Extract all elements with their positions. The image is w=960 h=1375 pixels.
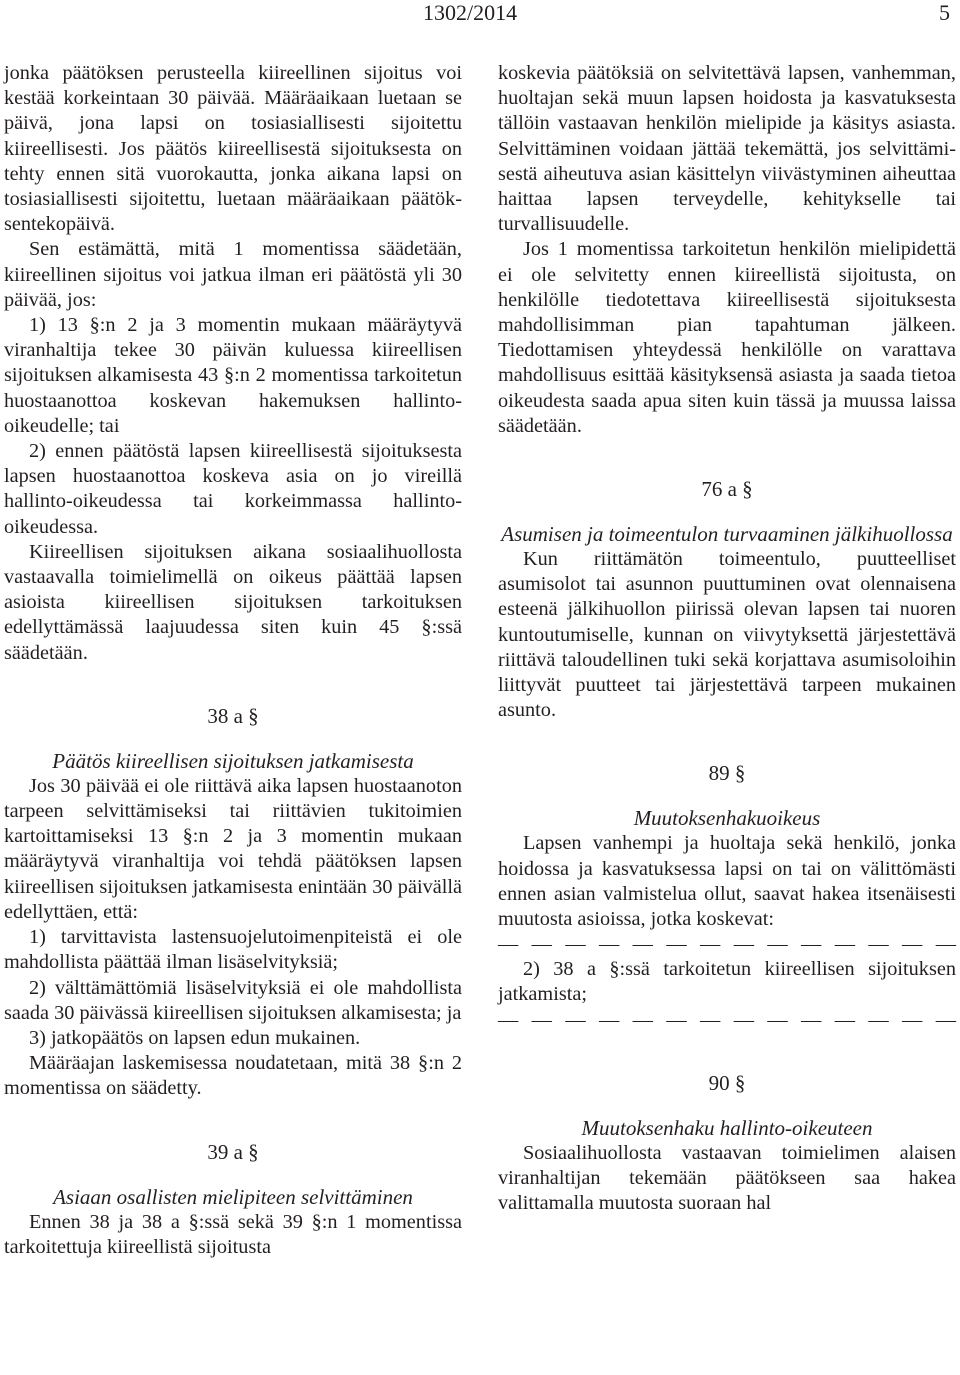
section-title-38a: Päätös kiireellisen sijoituksen jatkamisesta [52, 748, 414, 773]
publication-number: 1302/2014 [423, 0, 518, 25]
paragraph: Jos 30 päivää ei ole riittävä aika lapsen huostaanoton tarpeen selvittämiseksi tai riittävien tukitoimien kartoittamiseksi 13 §:n 2 ja 3 momentin mukaan määräytyvä viranhaltija voi tehdä päätöksen lapsen kiireellisen sijoituksen jatkamisesta enintään 30 päivällä edellyttäen, että: [4, 774, 462, 923]
section-title-76a: Asumisen ja toimeentulon turvaaminen jälkihuollossa [501, 522, 953, 547]
paragraph: Ennen 38 ja 38 a §:ssä sekä 39 §:n 1 momentissa tarkoitettuja kiireellistä sijoitusta [4, 1210, 462, 1258]
page-number: 5 [939, 0, 950, 25]
section-title-39a: Asiaan osallisten mielipiteen selvittäminen [53, 1184, 413, 1209]
section-number-89: 89 § [708, 761, 746, 786]
paragraph: koskevia päätöksiä on selvitettävä lapsen, vanhemman, huoltajan sekä muun lapsen hoidosta ja kasvatuksesta tällöin vastaavan henkilön mielipide ja käsitys asiasta. Selvittäminen voidaan jättää tekemättä, jos selvittämisestä aiheutuva asian käsittelyn viivästyminen aiheuttaa haittaa lapsen terveydelle, kehitykselle tai turvallisuudelle. [498, 62, 956, 236]
section-title-89: Muutoksenhakuoikeus [633, 806, 821, 831]
section-number-39a: 39 a § [207, 1139, 259, 1164]
page-header [0, 0, 960, 30]
section-number-38a: 38 a § [207, 703, 259, 728]
left-column [4, 61, 462, 1260]
paragraph: Kun riittämätön toimeentulo, puutteelliset asumisolot tai asunnon puuttuminen ovat olennaisena esteenä jälkihuollon piirissä olevan lapsen tai nuoren kuntoutumiselle, kunnan on viivytyksettä järjestettävä riittävä taloudellinen tuki sekä korjattava asumisoloihin liittyvät puutteet tai järjestettävä tarpeen mukainen asunto. [498, 548, 956, 722]
paragraph: 1) tarvittavista lastensuojelutoimenpiteistä ei ole mahdollista päättää ilman lisäselvityksiä; [4, 926, 462, 974]
paragraph: Lapsen vanhempi ja huoltaja sekä henkilö, jonka hoidossa ja kasvatuksessa lapsi on tai on välittömästi ennen asian valmistelua ollut, saavat hakea itsenäisesti muutosta asioissa, jotka koskevat: [498, 832, 956, 931]
paragraph: Jos 1 momentissa tarkoitetun henkilön mielipidettä ei ole selvitetty ennen kiireellistä sijoitusta, on henkilölle tiedotettava kiireellisestä sijoituksesta mahdollisimman pian tapahtuman jälkeen. Tiedottamisen yhteydessä henkilölle on varattava mahdollisuus esittää käsityksensä asiasta ja saada tietoa oikeudesta saada apua siten kuin tässä ja muussa laissa säädetään. [498, 238, 956, 437]
omission-dashes: — — — — — — — — — — — — — — [498, 1008, 956, 1031]
paragraph: Kiireellisen sijoituksen aikana sosiaalihuollosta vastaavalla toimielimellä on oikeus päättää lapsen asioista kiireellisen sijoituksen tarkoituksen edellyttämässä laajuudessa siten kuin 45 §:ssä säädetään. [4, 540, 462, 664]
paragraph: Sen estämättä, mitä 1 momentissa säädetään, kiireellinen sijoitus voi jatkua ilman eri päätöstä yli 30 päivää, jos: [4, 238, 462, 311]
section-number-76a: 76 a § [701, 477, 753, 502]
paragraph: Sosiaalihuollosta vastaavan toimielimen alaisen viranhaltijan tekemään päätökseen saa hakea valittamalla muutosta suoraan hal [498, 1141, 956, 1215]
right-column [498, 61, 956, 1216]
paragraph: 2) ennen päätöstä lapsen kiireellisestä sijoituksesta lapsen huostaanottoa koskeva asia on jo vireillä hallinto-oikeudessa tai korkeimmassa hallinto-oikeudessa. [4, 440, 462, 538]
paragraph: 2) välttämättömiä lisäselvityksiä ei ole mahdollista saada 30 päivässä kiireellisen sijoituksen alkamisesta; ja [4, 976, 462, 1024]
paragraph: 1) 13 §:n 2 ja 3 momentin mukaan määräytyvä viranhaltija tekee 30 päivän kuluessa kiireellisen sijoituksen alkamisesta 43 §:n 2 momentissa tarkoitetun huostaanottoa koskevan hakemuksen hallinto-oikeudelle; tai [4, 314, 462, 437]
omission-dashes: — — — — — — — — — — — — — — [498, 933, 956, 956]
section-number-90: 90 § [708, 1070, 746, 1095]
paragraph: jonka päätöksen perusteella kiireellinen sijoitus voi kestää korkeintaan 30 päivää. Määräaikaan luetaan se päivä, jona lapsi on tosiasiallisesti sijoitettu kiireellisesti. Jos päätös kiireellisestä sijoituksesta on tehty ennen sitä vuorokautta, jonka aikana lapsi on tosiasiallisesti sijoitettu, luetaan määräaikaan päätöksentekopäivä. [4, 62, 462, 236]
section-title-90: Muutoksenhaku hallinto-oikeuteen [581, 1115, 873, 1140]
paragraph: Määräajan laskemisessa noudatetaan, mitä 38 §:n 2 momentissa on säädetty. [4, 1052, 462, 1100]
paragraph: 3) jatkopäätös on lapsen edun mukainen. [29, 1026, 361, 1049]
paragraph: 2) 38 a §:ssä tarkoitetun kiireellisen sijoituksen jatkamista; [498, 958, 956, 1006]
